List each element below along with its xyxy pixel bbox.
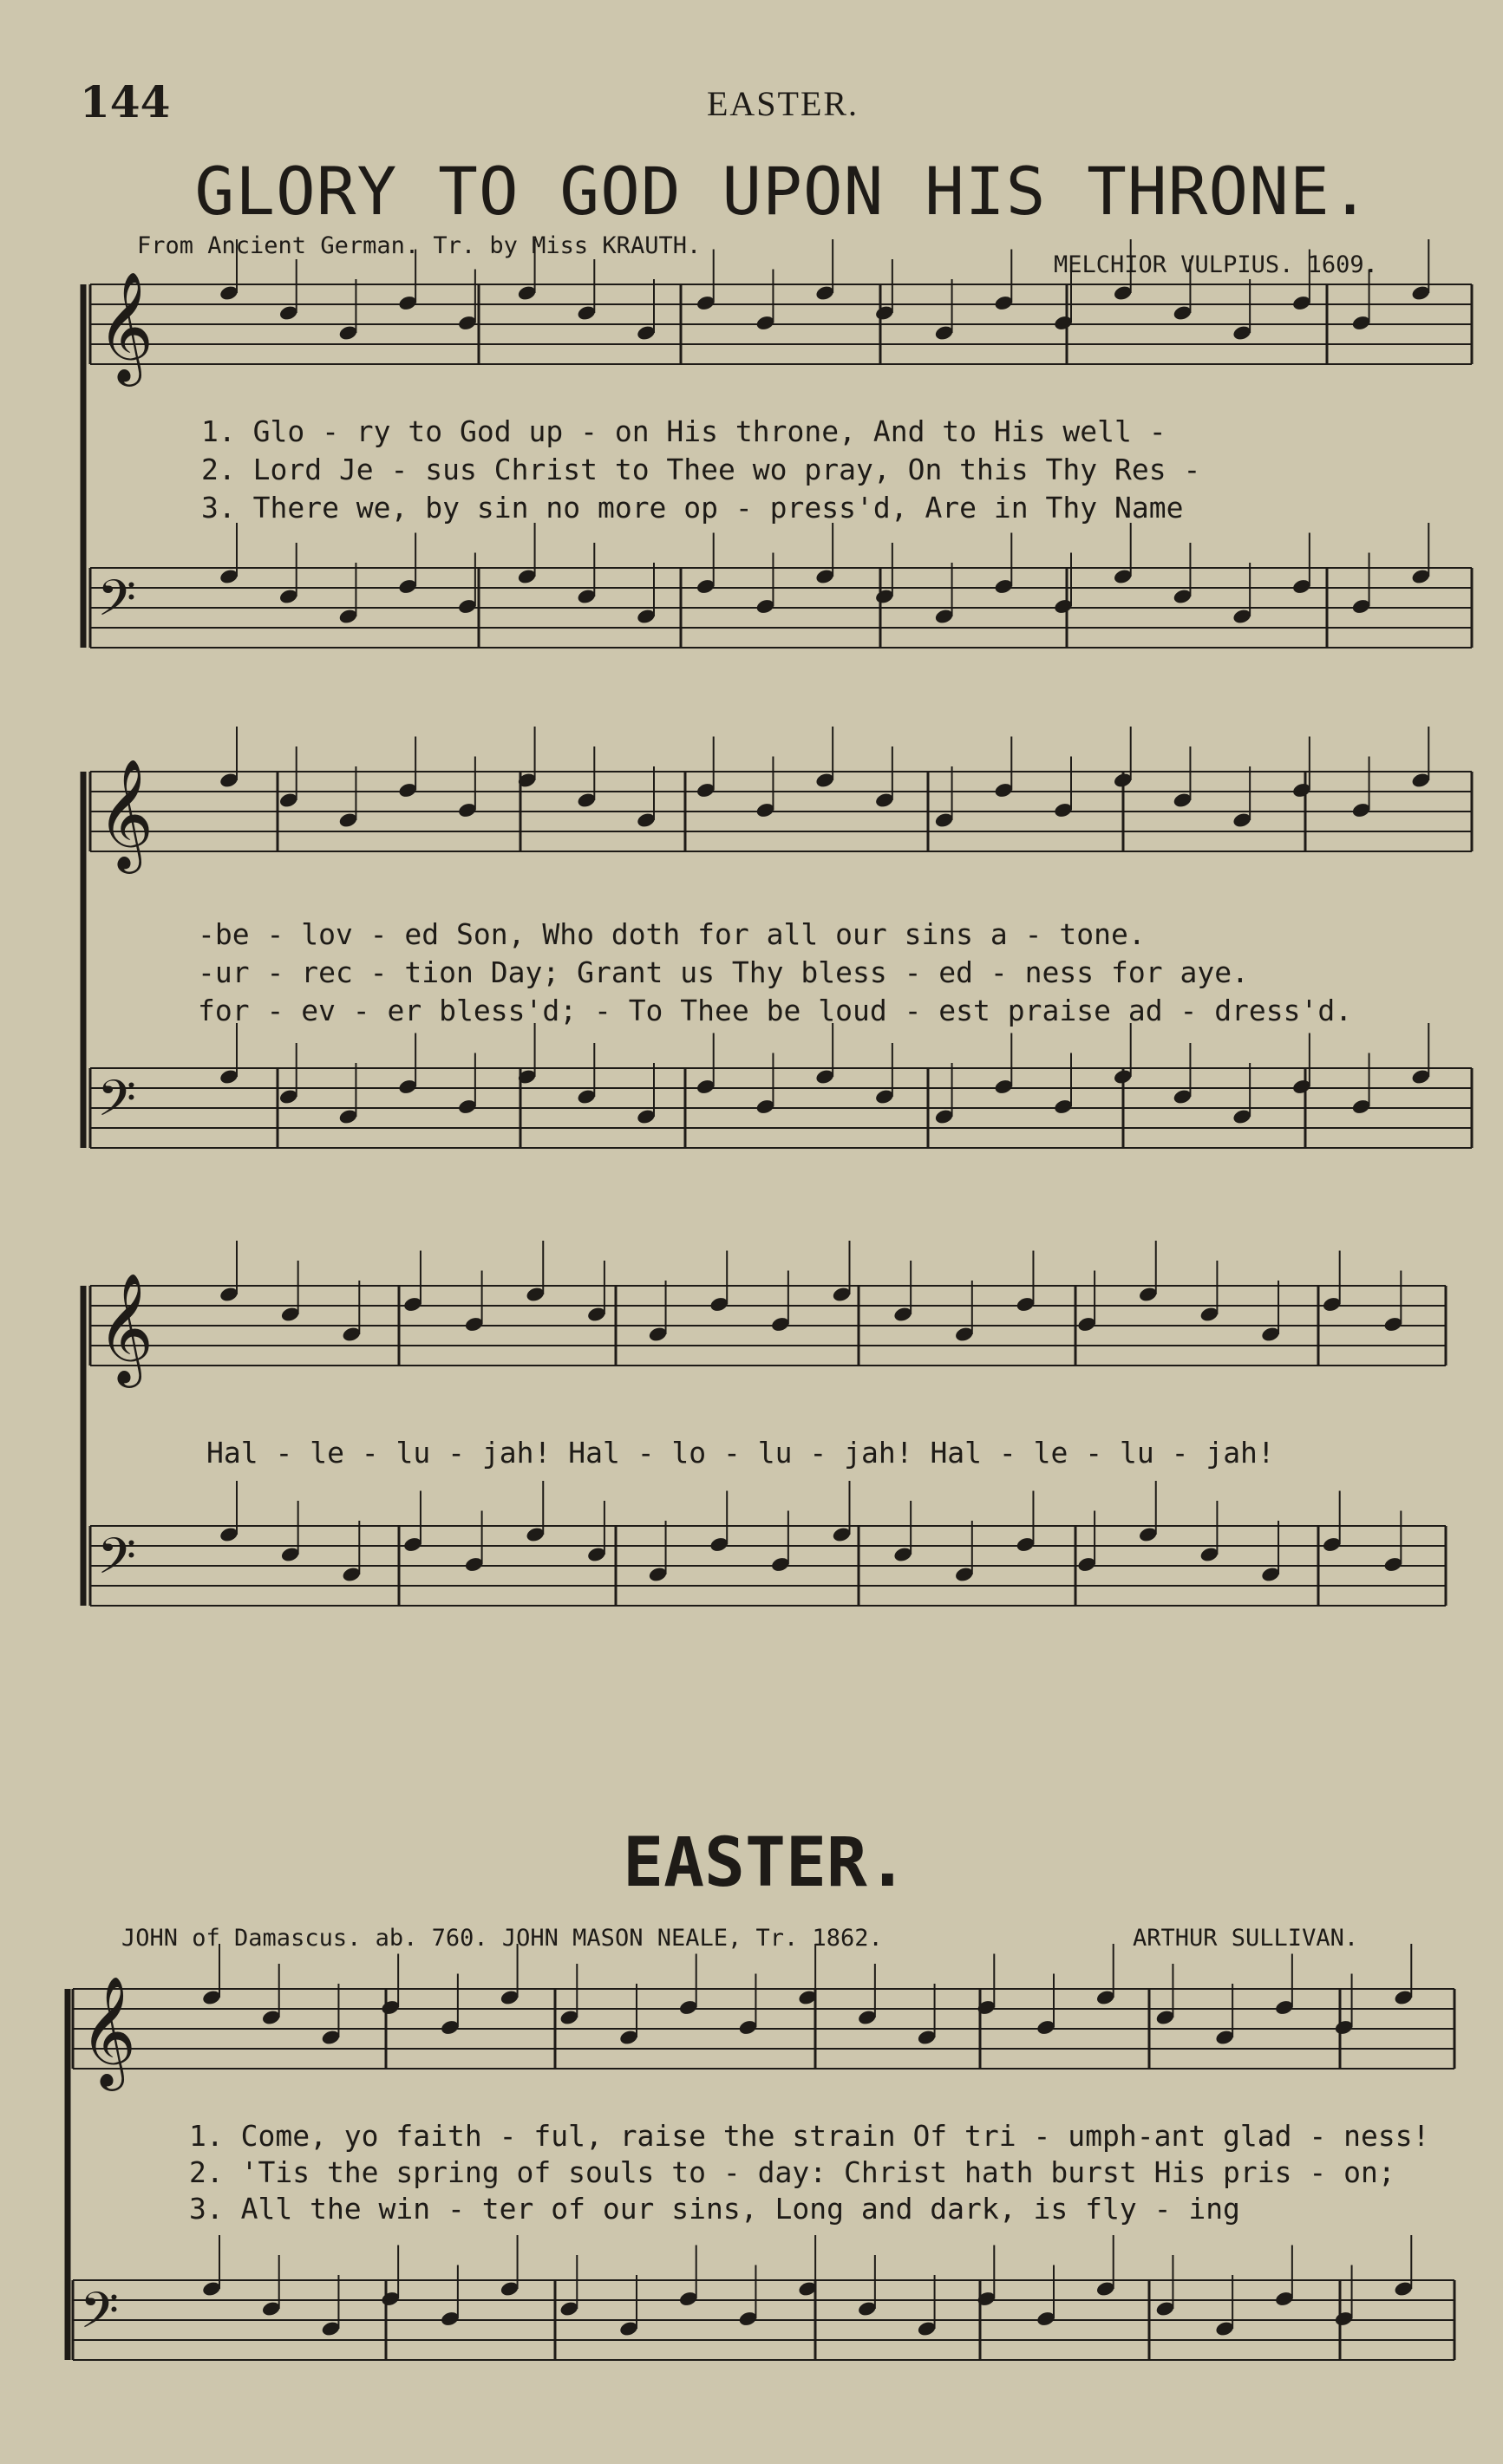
hymn1-s2-verse3: for - ev - er bless'd; - To Thee be loud - est praise ad - dress'd. <box>198 994 1353 1027</box>
hymn1-s1-verse3: 3. There we, by sin no more op - press'd, Are in Thy Name <box>201 491 1184 525</box>
running-head: EASTER. <box>706 84 859 123</box>
bass-clef-icon: 𝄢 <box>97 1069 137 1140</box>
hymn1-s3-hallelujah: Hal - le - lu - jah! Hal - lo - lu - jah! Hal - le - lu - jah! <box>206 1436 1275 1470</box>
hymn1-s1-verse1: 1. Glo - ry to God up - on His throne, And to His well - <box>201 414 1166 448</box>
hymn2-verse1: 1. Come, yo faith - ful, raise the strain Of tri - umph-ant glad - ness! <box>189 2119 1430 2153</box>
treble-clef-icon: 𝄞 <box>97 1272 154 1383</box>
hymn2-title: EASTER. <box>623 1824 908 1902</box>
hymn2-source-credit: JOHN of Damascus. ab. 760. JOHN MASON NEALE, Tr. 1862. <box>121 1925 883 1952</box>
bass-clef-icon: 𝄢 <box>97 569 137 640</box>
hymn1-source-credit: From Ancient German. Tr. by Miss KRAUTH. <box>137 232 702 259</box>
hymn1-s2-verse1: -be - lov - ed Son, Who doth for all our sins a - tone. <box>198 917 1146 951</box>
bass-clef-icon: 𝄢 <box>97 1527 137 1598</box>
treble-clef-icon: 𝄞 <box>80 1975 137 2086</box>
hymn1-composer-credit: MELCHIOR VULPIUS. 1609. <box>1054 251 1378 278</box>
bass-clef-icon: 𝄢 <box>80 2281 120 2352</box>
hymn1-s2-verse2: -ur - rec - tion Day; Grant us Thy bless - ed - ness for aye. <box>198 955 1249 989</box>
hymn1-s1-verse2: 2. Lord Je - sus Christ to Thee wo pray, On this Thy Res - <box>201 453 1201 486</box>
hymn2-verse2: 2. 'Tis the spring of souls to - day: Christ hath burst His pris - on; <box>189 2155 1395 2189</box>
hymn1-title: GLORY TO GOD UPON HIS THRONE. <box>194 153 1371 230</box>
hymn2-verse3: 3. All the win - ter of our sins, Long and dark, is fly - ing <box>189 2192 1240 2226</box>
hymn2-composer-credit: ARTHUR SULLIVAN. <box>1133 1925 1359 1952</box>
treble-clef-icon: 𝄞 <box>97 758 154 869</box>
treble-clef-icon: 𝄞 <box>97 271 154 381</box>
page-number: 144 <box>80 76 171 127</box>
